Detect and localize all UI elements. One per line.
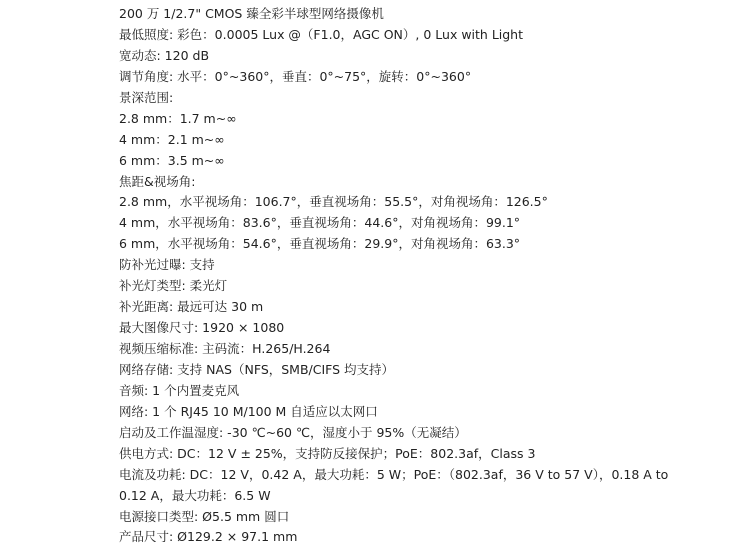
spec-video-compression: 视频压缩标准: 主码流：H.265/H.264	[119, 341, 331, 356]
spec-min-illumination: 最低照度: 彩色：0.0005 Lux @（F1.0，AGC ON）, 0 Lux with Light	[119, 26, 524, 42]
spec-fov-2-8mm: 2.8 mm，水平视场角：106.7°，垂直视场角：55.5°，对角视场角：126.5°	[119, 194, 548, 210]
spec-adjustment-angle: 调节角度: 水平：0°~360°，垂直：0°~75°，旋转：0°~360°	[119, 68, 472, 84]
product-title: 200 万 1/2.7" CMOS 臻全彩半球型网络摄像机	[119, 6, 384, 21]
spec-network-storage: 网络存储: 支持 NAS（NFS，SMB/CIFS 均支持）	[119, 361, 395, 377]
spec-power-consumption: 电流及功耗: DC：12 V，0.42 A，最大功耗：5 W；PoE：（802.3af，36 V to 57 V），0.18 A to	[119, 466, 669, 482]
spec-light-distance: 补光距离: 最远可达 30 m	[119, 299, 264, 315]
spec-max-resolution: 最大图像尺寸: 1920 × 1080	[119, 320, 285, 336]
spec-operating-conditions: 启动及工作温湿度: -30 ℃~60 ℃，湿度小于 95%（无凝结）	[119, 424, 467, 440]
spec-focal-fov-heading: 焦距&视场角:	[119, 173, 196, 189]
spec-dimensions: 产品尺寸: Ø129.2 × 97.1 mm	[119, 529, 298, 545]
spec-fov-4mm: 4 mm，水平视场角：83.6°，垂直视场角：44.6°，对角视场角：99.1°	[119, 215, 521, 231]
spec-network: 网络: 1 个 RJ45 10 M/100 M 自适应以太网口	[119, 403, 378, 419]
spec-dof-6mm: 6 mm：3.5 m~∞	[119, 152, 225, 168]
spec-document	[119, 4, 744, 548]
spec-depth-of-field-heading: 景深范围:	[119, 89, 174, 105]
spec-fov-6mm: 6 mm，水平视场角：54.6°，垂直视场角：29.9°，对角视场角：63.3°	[119, 236, 521, 252]
spec-power-consumption-cont: 0.12 A，最大功耗：6.5 W	[119, 487, 271, 503]
spec-wdr: 宽动态: 120 dB	[119, 47, 210, 63]
spec-dof-2-8mm: 2.8 mm：1.7 m~∞	[119, 110, 237, 126]
spec-anti-overexposure: 防补光过曝: 支持	[119, 257, 215, 273]
spec-dof-4mm: 4 mm：2.1 m~∞	[119, 131, 225, 147]
spec-light-type: 补光灯类型: 柔光灯	[119, 278, 228, 294]
spec-power-supply: 供电方式: DC：12 V ± 25%，支持防反接保护；PoE：802.3af，Class 3	[119, 445, 536, 461]
spec-audio: 音频: 1 个内置麦克风	[119, 382, 240, 398]
spec-power-interface: 电源接口类型: Ø5.5 mm 圆口	[119, 508, 290, 524]
